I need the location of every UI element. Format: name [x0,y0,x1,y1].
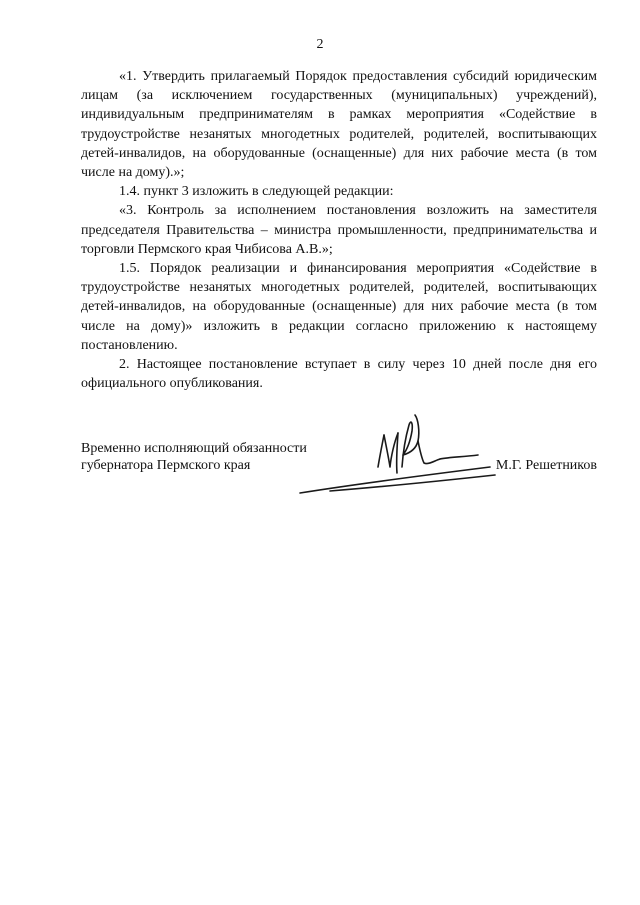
document-body [81,67,597,393]
paragraph-control-clause: «3. Контроль за исполнением постановления возложить на заместителя председателя Правительства – министра промышленности, предпринимательства и торговли Пермского края Чибисова А.В.»; [81,203,597,257]
paragraph-approve-procedure: «1. Утвердить прилагаемый Порядок предоставления субсидий юридическим лицам (за исключением государственных (муниципальных) учреждений), индивидуальным предпринимателям в рамках мероприятия «Содействие в трудоустройстве незанятых многодетных родителей, родителей, воспитывающих детей-инвалидов, на оборудованные (оснащенные) для них рабочие места (в том числе на дому).»; [81,69,597,181]
page-number: 2 [316,37,324,52]
signer-position-line-1: Временно исполняющий обязанности [81,441,307,456]
paragraph-item-1-5: 1.5. Порядок реализации и финансирования мероприятия «Содействие в трудоустройстве незанятых многодетных родителей, родителей, воспитывающих детей-инвалидов, на оборудованные (оснащенные) для них рабочие места (в том числе на дому)» изложить в редакции согласно приложению к настоящему постановлению. [81,261,597,353]
paragraph-effective-date: 2. Настоящее постановление вступает в силу через 10 дней после дня его официального опубликования. [81,357,597,392]
signer-name: М.Г. Решетников [495,458,597,473]
handwritten-signature-icon [290,405,500,500]
paragraph-item-1-4: 1.4. пункт 3 изложить в следующей редакции: [119,184,394,200]
signer-position-line-2: губернатора Пермского края [81,458,251,473]
